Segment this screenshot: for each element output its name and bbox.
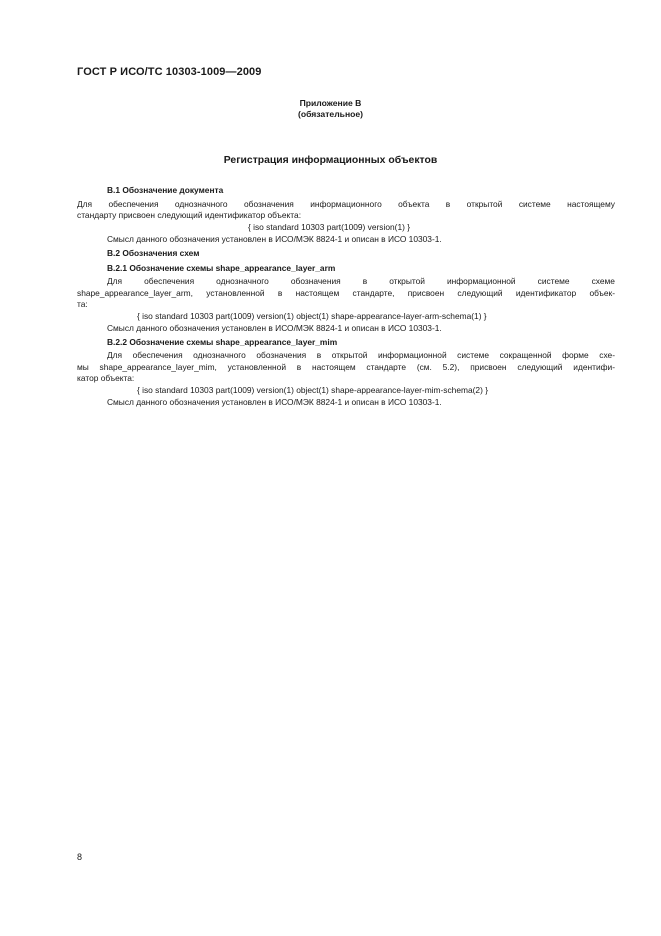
section-b1-meaning: Смысл данного обозначения установлен в ИСО/МЭК 8824-1 и описан в ИСО 10303-1. [107, 234, 442, 244]
section-b21-heading: В.2.1 Обозначение схемы shape_appearance_layer_arm [107, 263, 336, 273]
paragraph-word: информационной [446, 276, 516, 286]
page-number: 8 [77, 852, 83, 862]
annex-title: Регистрация информационных объектов [223, 155, 438, 166]
paragraph-word: однозначного [216, 276, 269, 286]
paragraph-word: обеспечения [144, 276, 195, 286]
paragraph-word: в [362, 276, 368, 286]
paragraph-word: открытой [389, 276, 425, 286]
section-b1-paragraph-line2: стандарту присвоен следующий идентификатор объекта: [77, 210, 302, 220]
section-b22-paragraph-line3: катор объекта: [77, 373, 135, 383]
paragraph-word: системе [537, 276, 570, 286]
section-b22-meaning: Смысл данного обозначения установлен в ИСО/МЭК 8824-1 и описан в ИСО 10303-1. [107, 397, 442, 407]
paragraph-word: схеме [591, 276, 615, 286]
section-b21-paragraph-line1 [107, 276, 615, 286]
section-b21-meaning: Смысл данного обозначения установлен в ИСО/МЭК 8824-1 и описан в ИСО 10303-1. [107, 323, 442, 333]
section-b21-identifier: { iso standard 10303 part(1009) version(1) object(1) shape-appearance-layer-arm-schema(1) } [137, 311, 487, 321]
section-b22-paragraph-line2: мы shape_appearance_layer_mim, установленной в настоящем стандарте (см. 5.2), присвоен следующий идентифи- [77, 362, 615, 372]
section-b22-paragraph-line1: Для обеспечения однозначного обозначения в открытой информационной системе сокращенной форме схе- [107, 350, 615, 360]
section-b21-paragraph-line2: shape_appearance_layer_arm, установленной в настоящем стандарте, присвоен следующий идентификатор объек- [77, 288, 615, 298]
annex-status: (обязательное) [297, 109, 364, 119]
section-b1-identifier: { iso standard 10303 part(1009) version(1) } [248, 222, 411, 232]
document-header-code: ГОСТ Р ИСО/ТС 10303-1009—2009 [77, 66, 262, 78]
annex-label: Приложение В [299, 98, 362, 108]
section-b1-heading: В.1 Обозначение документа [107, 185, 224, 195]
section-b21-paragraph-line3: та: [77, 299, 88, 309]
section-b22-heading: В.2.2 Обозначение схемы shape_appearance_layer_mim [107, 337, 338, 347]
paragraph-word: обозначения [290, 276, 341, 286]
paragraph-word: Для [107, 276, 123, 286]
section-b1-paragraph-line1: Для обеспечения однозначного обозначения информационного объекта в открытой системе настоящему [77, 199, 615, 209]
section-b2-heading: В.2 Обозначения схем [107, 248, 200, 258]
section-b22-identifier: { iso standard 10303 part(1009) version(1) object(1) shape-appearance-layer-mim-schema(2) } [137, 385, 488, 395]
